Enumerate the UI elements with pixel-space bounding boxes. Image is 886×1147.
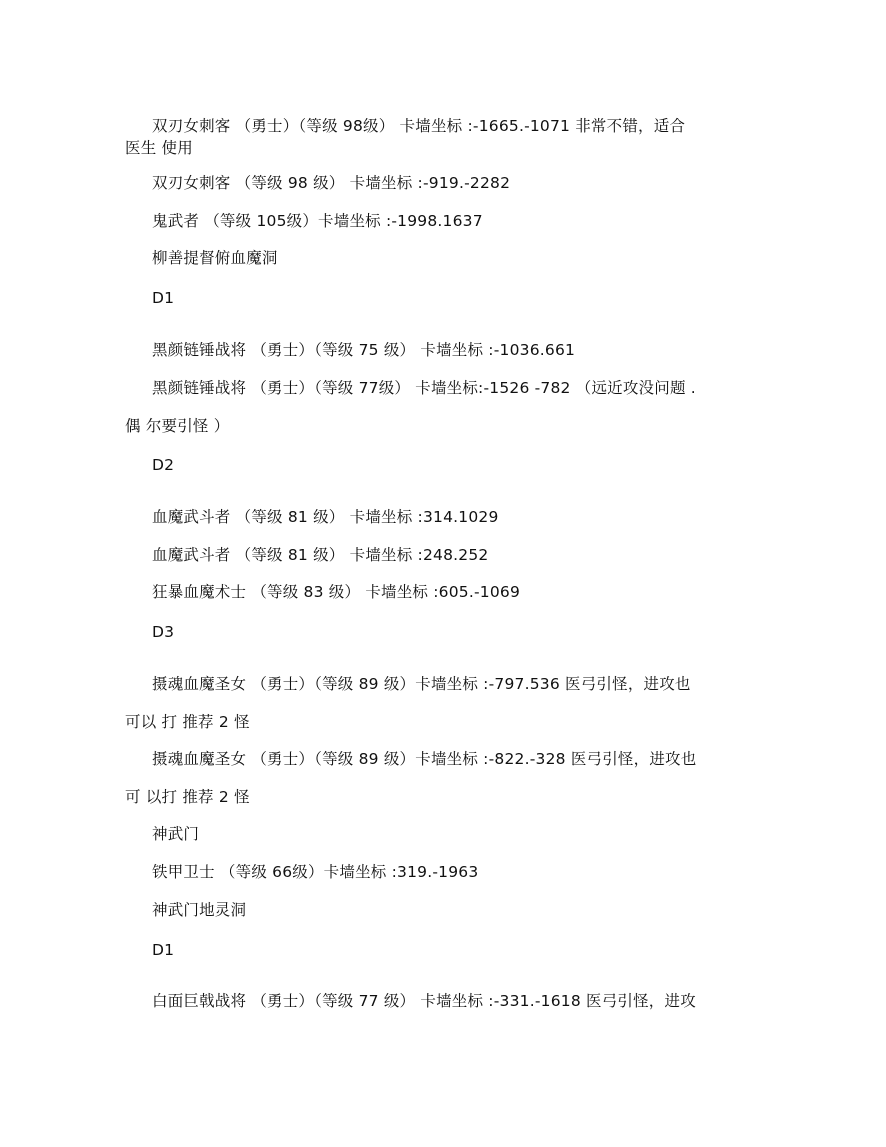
section-heading: 神武门 (152, 825, 200, 843)
level-label: D1 (152, 289, 175, 307)
text-line: 摄魂血魔圣女 （勇士）（等级 89 级）卡墙坐标 :-822.-328 医弓引怪，进攻也 (152, 750, 697, 768)
text-line: 血魔武斗者 （等级 81 级） 卡墙坐标 :314.1029 (152, 508, 499, 526)
text-line: 鬼武者 （等级 105级）卡墙坐标 :-1998.1637 (152, 212, 483, 230)
text-line: 白面巨戟战将 （勇士）（等级 77 级） 卡墙坐标 :-331.-1618 医弓引怪，进攻 (152, 992, 696, 1010)
section-heading: 柳善提督俯血魔洞 (152, 249, 278, 267)
level-label: D1 (152, 941, 175, 959)
text-line: 狂暴血魔术士 （等级 83 级） 卡墙坐标 :605.-1069 (152, 583, 521, 601)
level-label: D3 (152, 623, 175, 641)
section-heading: 神武门地灵洞 (152, 901, 247, 919)
text-line: 摄魂血魔圣女 （勇士）（等级 89 级）卡墙坐标 :-797.536 医弓引怪，进攻也 (152, 675, 691, 693)
text-line: 黑颜链锤战将 （勇士）（等级 75 级） 卡墙坐标 :-1036.661 (152, 341, 576, 359)
text-line: 黑颜链锤战将 （勇士）（等级 77级） 卡墙坐标:-1526 -782 （远近攻没问题 . (152, 379, 696, 397)
text-line: 可 以打 推荐 2 怪 (125, 788, 250, 806)
text-line: 可以 打 推荐 2 怪 (125, 713, 250, 731)
text-line: 双刃女刺客 （等级 98 级） 卡墙坐标 :-919.-2282 (152, 174, 511, 192)
text-line: 血魔武斗者 （等级 81 级） 卡墙坐标 :248.252 (152, 546, 489, 564)
text-line: 铁甲卫士 （等级 66级）卡墙坐标 :319.-1963 (152, 863, 479, 881)
level-label: D2 (152, 456, 175, 474)
text-line: 偶 尔要引怪 ） (125, 417, 230, 435)
text-line: 双刃女刺客 （勇士）（等级 98级） 卡墙坐标 :-1665.-1071 非常不错，适合 (152, 117, 686, 135)
text-line: 医生 使用 (125, 139, 193, 157)
